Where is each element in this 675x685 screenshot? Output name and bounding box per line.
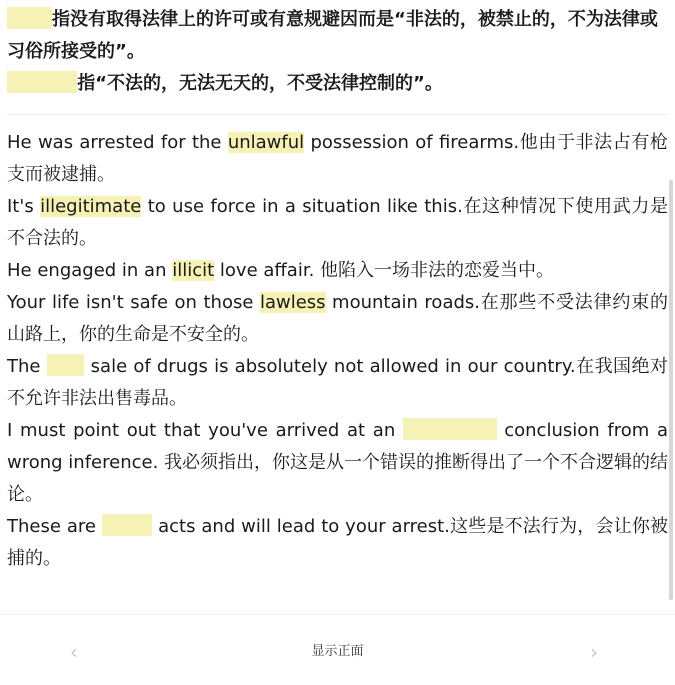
- highlighted-word: illegitimate: [40, 196, 142, 217]
- definition-line: [7, 4, 668, 68]
- next-card-icon[interactable]: ›: [590, 640, 598, 664]
- example-sentence: [7, 415, 668, 511]
- example-text: to use force in a situation like this.在这种情况下使用武力是不合法的。: [7, 196, 668, 249]
- example-text: These are: [7, 516, 102, 537]
- scrollbar-thumb[interactable]: [669, 180, 673, 600]
- card-footer: [0, 614, 675, 685]
- cloze-blank: [47, 354, 85, 376]
- example-text: conclusion from a wrong inference. 我必须指出，你这是从一个错误的推断得出了一个不合逻辑的结论。: [7, 420, 669, 505]
- previous-card-icon[interactable]: ‹: [70, 640, 78, 664]
- definition-text: 指没有取得法律上的许可或有意规避因而是“非法的，被禁止的，不为法律或习俗所接受的”。: [7, 9, 658, 62]
- show-front-button[interactable]: 显示正面: [311, 644, 364, 659]
- example-text: It's: [7, 196, 41, 217]
- example-text: love affair. 他陷入一场非法的恋爱当中。: [214, 260, 555, 281]
- example-sentence: [7, 255, 668, 287]
- example-text: acts and will lead to your arrest.这些是不法行为，会让你被捕的。: [7, 516, 668, 569]
- divider: [7, 114, 668, 115]
- example-text: possession of firearms.他由于非法占有枪支而被逮捕。: [7, 132, 668, 185]
- definition-line: [7, 68, 668, 100]
- highlighted-word: unlawful: [227, 132, 305, 153]
- example-text: mountain roads.在那些不受法律约束的山路上，你的生命是不安全的。: [7, 292, 668, 345]
- cloze-blank: [102, 514, 152, 536]
- example-text: He engaged in an: [7, 260, 173, 281]
- example-sentence: [7, 191, 668, 255]
- example-text: The: [7, 356, 47, 377]
- definition-blank: [7, 71, 77, 93]
- show-front-container: [0, 642, 675, 662]
- highlighted-word: lawless: [259, 292, 326, 313]
- example-sentence: [7, 511, 668, 575]
- example-text: He was arrested for the: [7, 132, 228, 153]
- example-text: I must point out that you've arrived at an: [7, 420, 403, 441]
- example-text: sale of drugs is absolutely not allowed in our country.在我国绝对不允许非法出售毒品。: [7, 356, 668, 409]
- example-sentence: [7, 127, 668, 191]
- highlighted-word: illicit: [172, 260, 215, 281]
- cloze-blank: [403, 418, 497, 440]
- definition-text: 指“不法的，无法无天的，不受法律控制的”。: [77, 73, 443, 94]
- example-sentence: [7, 287, 668, 351]
- card-back-content: [7, 0, 668, 575]
- definition-blank: [7, 7, 52, 29]
- example-sentence: [7, 351, 668, 415]
- example-text: Your life isn't safe on those: [7, 292, 260, 313]
